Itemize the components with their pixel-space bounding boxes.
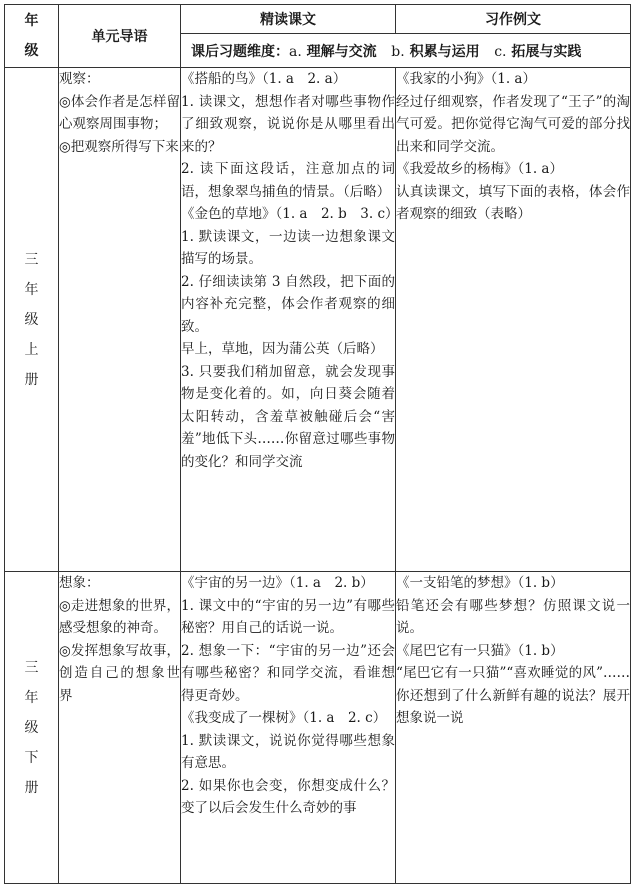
reading-line: 《宇宙的另一边》（1. a 2. b）	[181, 575, 374, 591]
reading-line: 《我变成了一棵树》（1. a 2. c）	[181, 710, 387, 726]
grade-char: 年	[24, 281, 39, 298]
dimension-a-letter: a.	[289, 43, 302, 60]
reading-line: 早上，草地，因为蒲公英（后略）	[181, 341, 384, 357]
guide-line: 想象：	[59, 575, 100, 591]
grade-char: 级	[24, 719, 39, 736]
grade-char: 上	[24, 341, 39, 358]
dimension-b-letter: b.	[391, 43, 405, 60]
guide-line: 观察：	[59, 71, 100, 87]
grade-cell	[5, 68, 59, 572]
reading-cell	[181, 68, 399, 572]
reading-line: 1. 默读课文，一边读一边想象课文描写的场景。	[181, 228, 395, 267]
guide-line: ◎走进想象的世界，感受想象的神奇。	[59, 597, 180, 636]
example-line: “尾巴它有一只猫”“喜欢睡觉的风”……你还想到了什么新鲜有趣的说法？展开想象说一说	[396, 665, 630, 726]
grade-char: 三	[24, 659, 39, 676]
reading-line: 2. 如果你也会变，你想变成什么？变了以后会发生什么奇妙的事	[181, 777, 395, 816]
dimension-c-letter: c.	[494, 43, 507, 60]
example-header: 习作例文	[396, 5, 631, 34]
dimension-legend	[181, 34, 631, 68]
reading-cell	[181, 572, 396, 884]
table-row	[5, 572, 631, 884]
header-row-1	[5, 5, 631, 34]
example-line: 《尾巴它有一只猫》（1. b）	[396, 642, 564, 659]
grade-char: 册	[24, 371, 39, 388]
dimension-c: 拓展与实践	[511, 43, 582, 60]
reading-header: 精读课文	[181, 5, 396, 34]
example-cell	[396, 572, 631, 884]
reading-line: 1. 课文中的“宇宙的另一边”有哪些秘密？用自己的话说一说。	[181, 597, 395, 636]
grade-char: 级	[24, 311, 39, 328]
curriculum-table	[4, 4, 631, 884]
guide-line: ◎发挥想象写故事，创造自己的想象世界	[59, 642, 180, 704]
table-row	[5, 68, 631, 572]
grade-header-char: 年	[24, 13, 39, 29]
example-line: 《一支铅笔的梦想》（1. b）	[396, 575, 564, 591]
reading-line: 2. 读下面这段话，注意加点的词语，想象翠鸟捕鱼的情景。（后略）	[181, 161, 395, 200]
example-cell	[396, 68, 631, 572]
dimension-b: 积累与运用	[409, 43, 480, 60]
reading-line: 1. 读课文，想想作者对哪些事物作了细致观察，说说你是从哪里看出来的？	[181, 93, 395, 155]
unit-guide-cell	[59, 572, 181, 884]
guide-line: ◎把观察所得写下来	[59, 138, 179, 155]
grade-header-char: 级	[24, 43, 39, 59]
example-line: 铅笔还会有哪些梦想？仿照课文说一说。	[396, 597, 630, 636]
unit-guide-header: 单元导语	[59, 5, 181, 68]
grade-header	[5, 5, 59, 68]
grade-cell	[5, 572, 59, 884]
dimension-label: 课后习题维度：	[191, 43, 289, 60]
grade-char: 三	[24, 251, 39, 268]
reading-line: 《搭船的鸟》（1. a 2. a）	[181, 71, 347, 87]
guide-line: ◎体会作者是怎样留心观察周围事物；	[59, 93, 180, 132]
example-line: 《我爱故乡的杨梅》（1. a）	[396, 161, 563, 177]
reading-line: 1. 默读课文，说说你觉得哪些想象有意思。	[181, 732, 395, 771]
reading-line: 《金色的草地》（1. a 2. b 3. c）	[181, 206, 399, 222]
example-line: 经过仔细观察，作者发现了“王子”的淘气可爱。把你觉得它淘气可爱的部分找出来和同学交流。	[396, 93, 630, 155]
grade-char: 年	[24, 689, 39, 706]
reading-line: 3. 只要我们稍加留意，就会发现事物是变化着的。如，向日葵会随着太阳转动，含羞草被触碰后会“害羞”地低下头……你留意过哪些事物的变化？和同学交流	[181, 363, 395, 470]
reading-line: 2. 想象一下：“宇宙的另一边”还会有哪些秘密？和同学交流，看谁想得更奇妙。	[181, 642, 395, 704]
reading-line: 2. 仔细读读第 3 自然段，把下面的内容补充完整，体会作者观察的细致。	[181, 273, 395, 335]
example-line: 《我家的小狗》（1. a）	[396, 71, 536, 87]
example-line: 认真读课文，填写下面的表格，体会作者观察的细致（表略）	[396, 183, 630, 222]
grade-char: 下	[24, 749, 39, 766]
unit-guide-cell	[59, 68, 181, 572]
grade-char: 册	[24, 779, 39, 796]
dimension-a: 理解与交流	[306, 43, 377, 60]
